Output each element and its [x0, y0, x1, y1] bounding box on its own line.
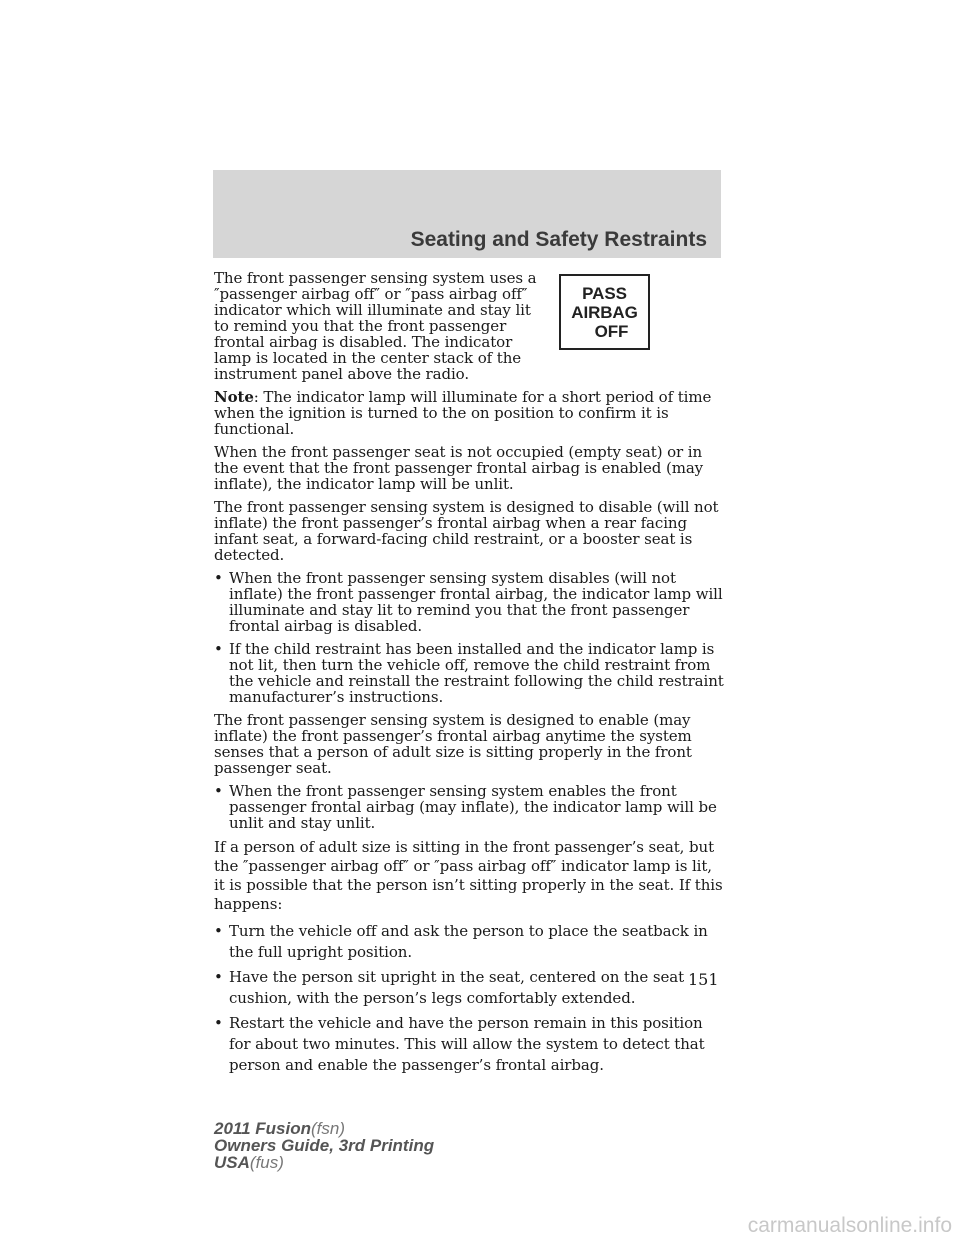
- pass-airbag-off-indicator-icon: [559, 274, 650, 350]
- enable-paragraph: The front passenger sensing system is designed to enable (may inflate) the front passenger’s frontal airbag anytime the system senses that a person of adult size is sitting properly in the front passenger seat.: [214, 711, 692, 777]
- list-item: [214, 967, 724, 1009]
- bullet-icon: •: [214, 569, 223, 587]
- note-label: Note: [214, 388, 254, 406]
- bullet-icon: •: [214, 640, 223, 658]
- bullet-text: Restart the vehicle and have the person remain in this position for about two minutes. This will allow the system to detect that person and enable the passenger’s frontal airbag.: [229, 1014, 705, 1074]
- bullet-icon: •: [214, 782, 223, 800]
- document-footer: [214, 1120, 434, 1171]
- indicator-line-2: AIRBAG: [571, 302, 638, 322]
- watermark-link[interactable]: carmanualsonline.info: [747, 1214, 952, 1237]
- indicator-line-1: PASS: [582, 283, 627, 303]
- bullet-text: When the front passenger sensing system enables the front passenger frontal airbag (may inflate), the indicator lamp will be unlit and stay unlit.: [229, 782, 717, 832]
- bullet-text: Turn the vehicle off and ask the person to place the seatback in the full upright position.: [229, 922, 708, 961]
- adult-paragraph: If a person of adult size is sitting in the front passenger’s seat, but the ″passenger airbag off″ or ″pass airbag off″ indicator lamp is lit, it is possible that the person isn’t sitting properly in the seat. If this happens:: [214, 838, 723, 913]
- footer-region-code: (fus): [249, 1153, 284, 1172]
- footer-model: 2011 Fusion: [214, 1119, 311, 1138]
- list-item: [214, 641, 724, 705]
- bullet-text: If the child restraint has been installed and the indicator lamp is not lit, then turn the vehicle off, remove the child restraint from the vehicle and reinstall the restraint following the child restraint manufacturer’s instructions.: [229, 640, 724, 706]
- bullet-icon: •: [214, 968, 223, 986]
- note-paragraph: [214, 389, 724, 437]
- unoccupied-paragraph: When the front passenger seat is not occupied (empty seat) or in the event that the front passenger frontal airbag is enabled (may inflate), the indicator lamp will be unlit.: [214, 443, 704, 493]
- page-number: 151: [688, 970, 719, 989]
- list-item: [214, 570, 724, 634]
- footer-guide: Owners Guide, 3rd Printing: [214, 1136, 435, 1155]
- disable-paragraph: The front passenger sensing system is designed to disable (will not inflate) the front passenger’s frontal airbag when a rear facing infant seat, a forward-facing child restraint, or a booster seat is detected.: [214, 498, 719, 564]
- bullet-icon: •: [214, 1014, 223, 1032]
- indicator-line-3: OFF: [594, 321, 629, 341]
- intro-paragraph: The front passenger sensing system uses a ″passenger airbag off″ or ″pass airbag off″ indicator which will illuminate and stay lit to remind you that the front passenger frontal airbag is disabled. The indicator lamp is located in the center stack of the instrument panel above the radio.: [214, 269, 537, 383]
- bullet-icon: •: [214, 922, 223, 940]
- footer-region: USA: [214, 1153, 250, 1172]
- note-text: : The indicator lamp will illuminate for a short period of time when the ignition is turned to the on position to confirm it is functional.: [214, 388, 712, 438]
- section-title: Seating and Safety Restraints: [410, 228, 707, 251]
- bullet-text: Have the person sit upright in the seat, centered on the seat cushion, with the person’s legs comfortably extended.: [229, 968, 685, 1007]
- list-item: [214, 1013, 724, 1076]
- bullet-text: When the front passenger sensing system disables (will not inflate) the front passenger frontal airbag, the indicator lamp will illuminate and stay lit to remind you that the front passenger frontal airbag is disabled.: [229, 569, 723, 635]
- footer-model-code: (fsn): [311, 1119, 345, 1138]
- list-item: [214, 783, 724, 831]
- intro-block: [214, 270, 724, 382]
- page-content: [214, 270, 724, 1080]
- section-header: [213, 170, 721, 258]
- list-item: [214, 921, 724, 963]
